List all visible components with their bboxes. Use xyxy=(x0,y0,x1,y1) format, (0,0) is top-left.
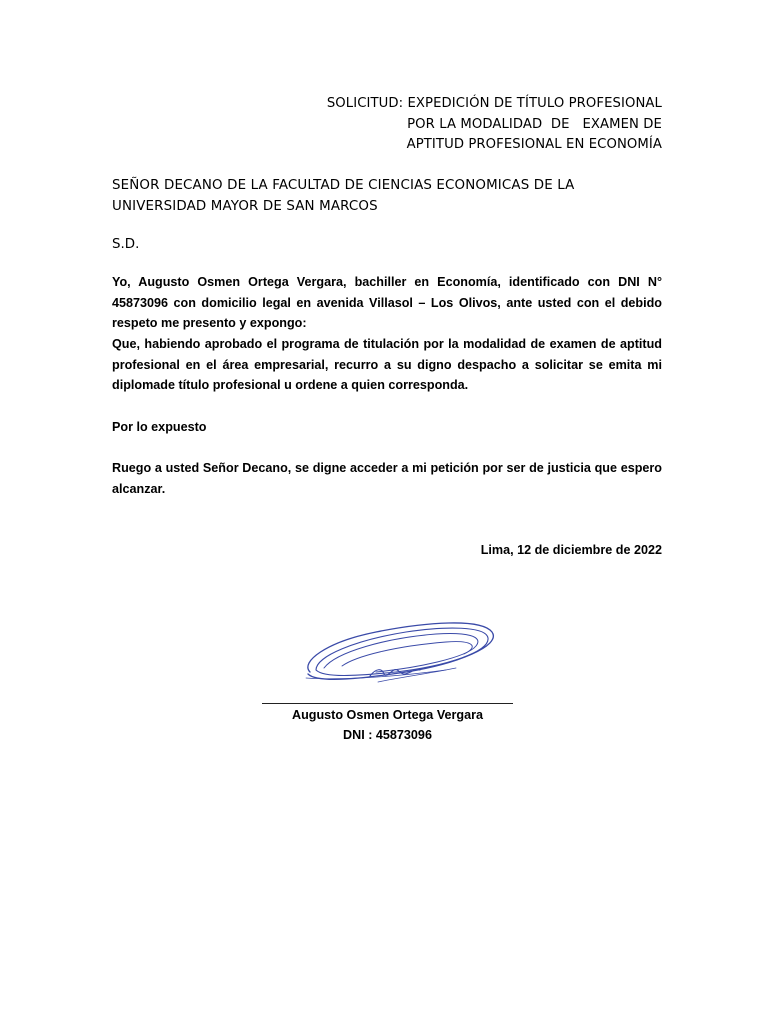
date-line: Lima, 12 de diciembre de 2022 xyxy=(480,543,662,557)
addressee-line-2: UNIVERSIDAD MAYOR DE SAN MARCOS xyxy=(112,198,378,214)
subject-line-1: SOLICITUD: EXPEDICIÓN DE TÍTULO PROFESIONAL xyxy=(326,96,662,111)
petition-paragraph: Ruego a usted Señor Decano, se digne acceder a mi petición por ser de justicia que espero alcanzar. xyxy=(112,461,662,496)
body-paragraph-1: Yo, Augusto Osmen Ortega Vergara, bachiller en Economía, identificado con DNI N° 45873096 con domicilio legal en avenida Villasol – Los Olivos, ante usted con el debido respeto me presento y expongo: xyxy=(112,275,662,331)
body-paragraph-2: Que, habiendo aprobado el programa de titulación por la modalidad de examen de aptitud profesional en el área empresarial, recurro a su digno despacho a solicitar se emita mi diplomade título profesional u ordene a quien corresponda. xyxy=(112,337,662,393)
signer-name: Augusto Osmen Ortega Vergara xyxy=(291,708,484,722)
signer-dni: DNI : 45873096 xyxy=(343,728,432,742)
subject-line-3: APTITUD PROFESIONAL EN ECONOMÍA xyxy=(406,137,662,152)
addressee xyxy=(112,176,672,217)
subject-line-2: POR LA MODALIDAD DE EXAMEN DE xyxy=(407,116,662,132)
signature-line xyxy=(262,703,513,704)
signer-block xyxy=(262,705,513,745)
por-lo-expuesto: Por lo expuesto xyxy=(112,420,207,434)
addressee-line-1: SEÑOR DECANO DE LA FACULTAD DE CIENCIAS ECONOMICAS DE LA xyxy=(112,178,575,193)
salutation: S.D. xyxy=(112,237,140,252)
subject-heading xyxy=(300,94,662,156)
handwritten-signature xyxy=(296,612,506,696)
